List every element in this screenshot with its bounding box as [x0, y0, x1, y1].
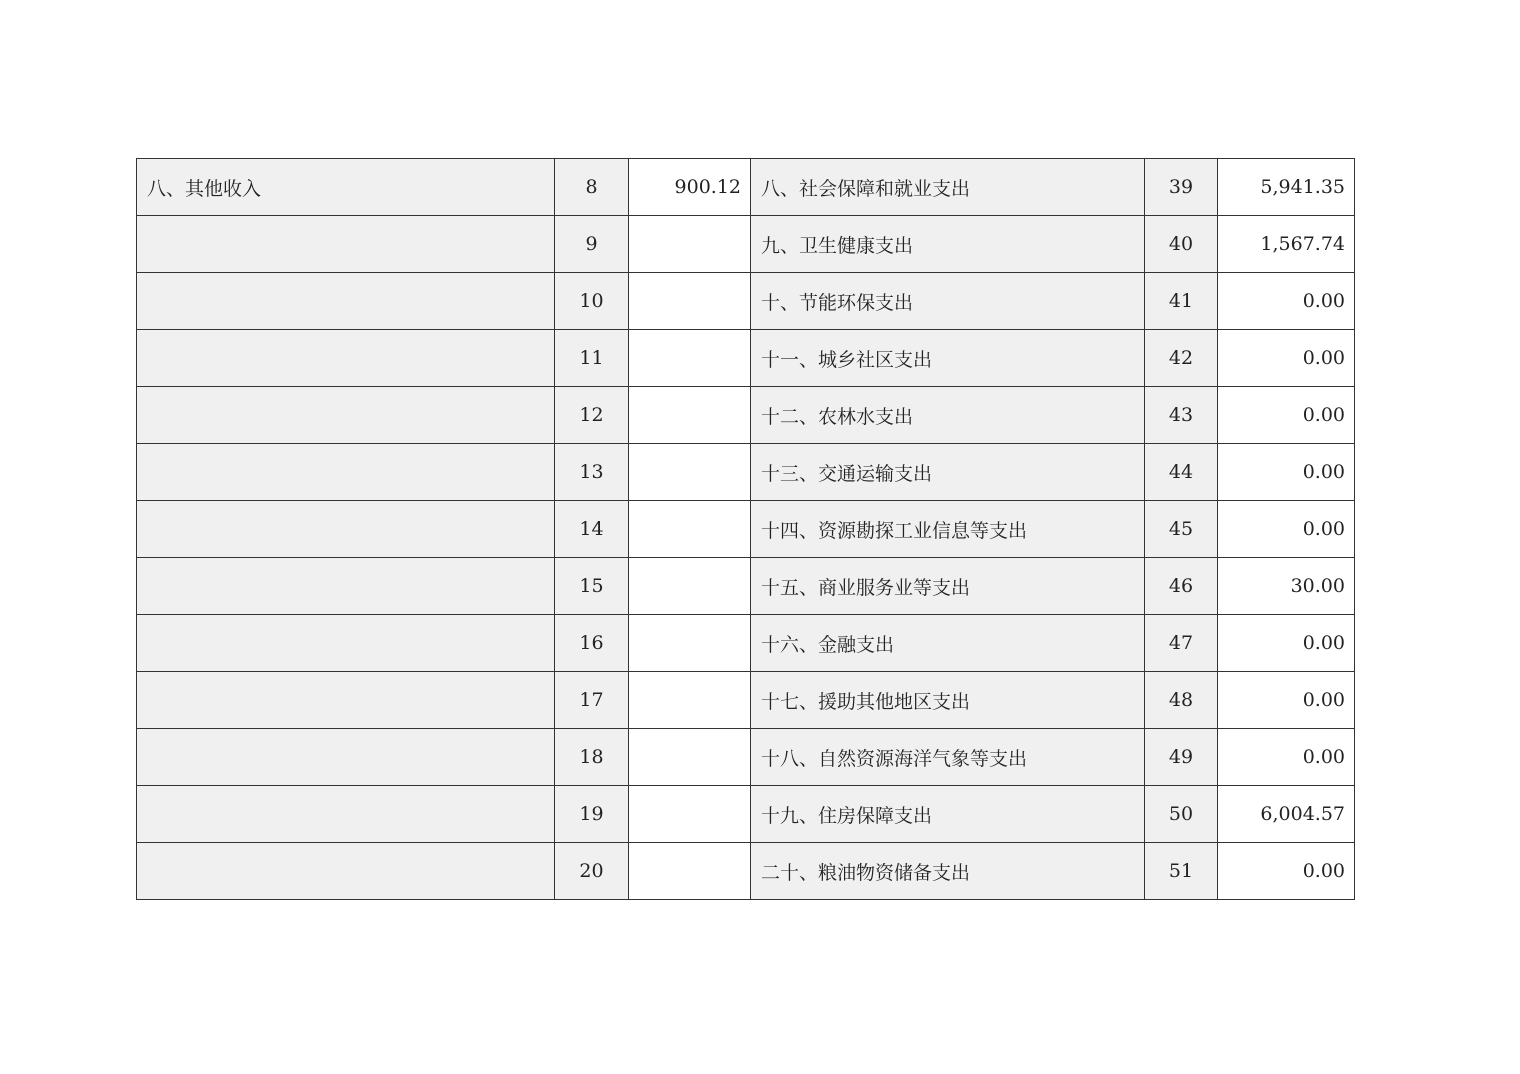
expense-line-number-cell: 42 [1145, 330, 1218, 387]
table-row [137, 786, 1355, 843]
table-row [137, 273, 1355, 330]
income-line-number-cell: 16 [555, 615, 629, 672]
income-amount-cell [629, 558, 751, 615]
table-row [137, 444, 1355, 501]
income-item-cell [137, 330, 555, 387]
expense-line-number-cell: 41 [1145, 273, 1218, 330]
expense-amount-cell: 6,004.57 [1218, 786, 1355, 843]
expense-line-number-cell: 50 [1145, 786, 1218, 843]
expense-line-number-cell: 49 [1145, 729, 1218, 786]
expense-item-cell: 八、社会保障和就业支出 [751, 159, 1145, 216]
income-line-number-cell: 18 [555, 729, 629, 786]
income-item-cell [137, 729, 555, 786]
expense-amount-cell: 0.00 [1218, 729, 1355, 786]
expense-line-number-cell: 47 [1145, 615, 1218, 672]
table-row [137, 615, 1355, 672]
expense-line-number-cell: 48 [1145, 672, 1218, 729]
expense-item-cell: 二十、粮油物资储备支出 [751, 843, 1145, 900]
income-item-cell [137, 273, 555, 330]
income-line-number-cell: 9 [555, 216, 629, 273]
expense-amount-cell: 0.00 [1218, 672, 1355, 729]
expense-amount-cell: 5,941.35 [1218, 159, 1355, 216]
income-item-cell [137, 501, 555, 558]
income-item-cell [137, 672, 555, 729]
expense-amount-cell: 0.00 [1218, 615, 1355, 672]
expense-amount-cell: 0.00 [1218, 501, 1355, 558]
income-amount-cell [629, 615, 751, 672]
income-amount-cell [629, 444, 751, 501]
income-item-cell [137, 843, 555, 900]
income-amount-cell [629, 387, 751, 444]
expense-amount-cell: 0.00 [1218, 273, 1355, 330]
income-amount-cell [629, 216, 751, 273]
table-row [137, 672, 1355, 729]
income-amount-cell [629, 501, 751, 558]
table-row [137, 387, 1355, 444]
income-item-cell [137, 387, 555, 444]
table-row [137, 558, 1355, 615]
income-amount-cell [629, 672, 751, 729]
income-amount-cell [629, 786, 751, 843]
expense-line-number-cell: 45 [1145, 501, 1218, 558]
income-amount-cell [629, 729, 751, 786]
table-row [137, 330, 1355, 387]
expense-line-number-cell: 40 [1145, 216, 1218, 273]
expense-item-cell: 九、卫生健康支出 [751, 216, 1145, 273]
income-item-cell [137, 615, 555, 672]
table-row [137, 216, 1355, 273]
expense-item-cell: 十六、金融支出 [751, 615, 1145, 672]
budget-table [136, 158, 1355, 900]
income-line-number-cell: 14 [555, 501, 629, 558]
table-body [137, 159, 1355, 900]
expense-line-number-cell: 43 [1145, 387, 1218, 444]
table-row [137, 843, 1355, 900]
table-row [137, 729, 1355, 786]
income-line-number-cell: 12 [555, 387, 629, 444]
expense-item-cell: 十四、资源勘探工业信息等支出 [751, 501, 1145, 558]
expense-line-number-cell: 51 [1145, 843, 1218, 900]
expense-item-cell: 十二、农林水支出 [751, 387, 1145, 444]
expense-item-cell: 十三、交通运输支出 [751, 444, 1145, 501]
income-amount-cell [629, 330, 751, 387]
expense-item-cell: 十七、援助其他地区支出 [751, 672, 1145, 729]
table-row [137, 159, 1355, 216]
income-amount-cell [629, 273, 751, 330]
income-line-number-cell: 13 [555, 444, 629, 501]
expense-amount-cell: 0.00 [1218, 387, 1355, 444]
income-line-number-cell: 10 [555, 273, 629, 330]
expense-item-cell: 十九、住房保障支出 [751, 786, 1145, 843]
expense-amount-cell: 0.00 [1218, 444, 1355, 501]
income-item-cell: 八、其他收入 [137, 159, 555, 216]
expense-item-cell: 十、节能环保支出 [751, 273, 1145, 330]
expense-amount-cell: 1,567.74 [1218, 216, 1355, 273]
income-amount-cell: 900.12 [629, 159, 751, 216]
income-item-cell [137, 786, 555, 843]
income-item-cell [137, 216, 555, 273]
expense-item-cell: 十一、城乡社区支出 [751, 330, 1145, 387]
income-amount-cell [629, 843, 751, 900]
expense-item-cell: 十五、商业服务业等支出 [751, 558, 1145, 615]
expense-amount-cell: 0.00 [1218, 843, 1355, 900]
income-item-cell [137, 558, 555, 615]
income-line-number-cell: 15 [555, 558, 629, 615]
table-row [137, 501, 1355, 558]
expense-amount-cell: 0.00 [1218, 330, 1355, 387]
expense-line-number-cell: 46 [1145, 558, 1218, 615]
expense-line-number-cell: 39 [1145, 159, 1218, 216]
income-line-number-cell: 19 [555, 786, 629, 843]
expense-amount-cell: 30.00 [1218, 558, 1355, 615]
income-line-number-cell: 8 [555, 159, 629, 216]
income-line-number-cell: 11 [555, 330, 629, 387]
income-item-cell [137, 444, 555, 501]
income-line-number-cell: 17 [555, 672, 629, 729]
income-line-number-cell: 20 [555, 843, 629, 900]
expense-line-number-cell: 44 [1145, 444, 1218, 501]
expense-item-cell: 十八、自然资源海洋气象等支出 [751, 729, 1145, 786]
